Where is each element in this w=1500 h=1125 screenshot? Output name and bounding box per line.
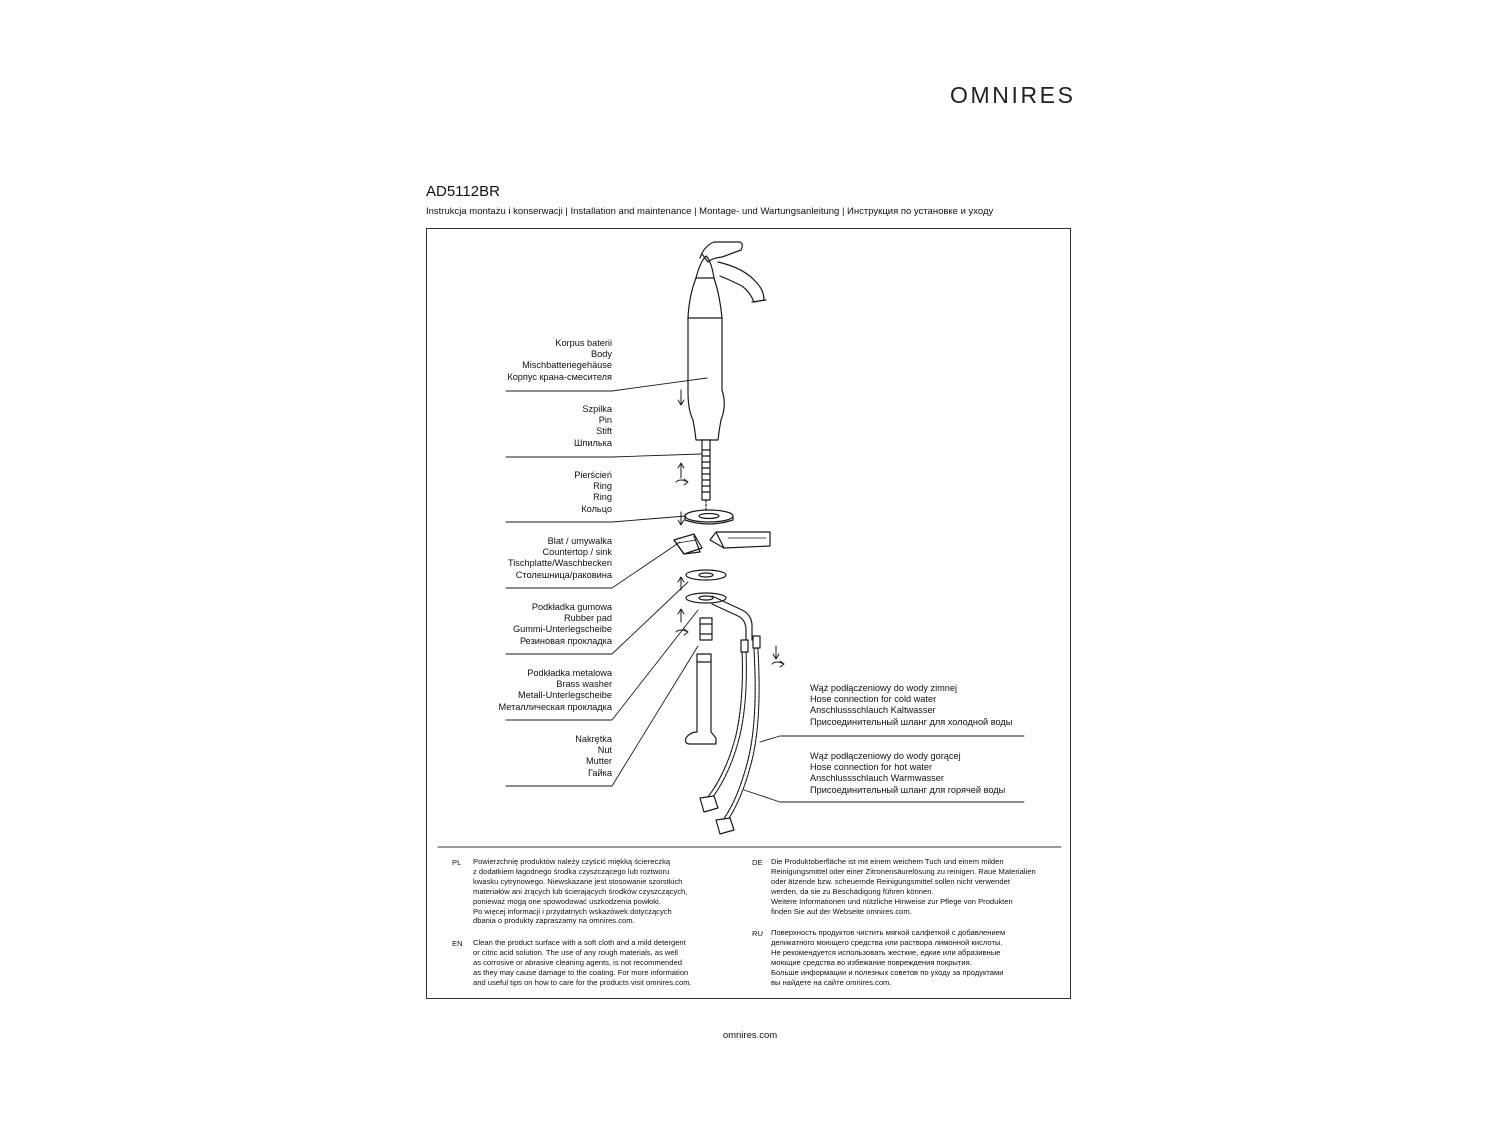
note-pl: Powierzchnię produktów należy czyścić miękką ściereczką z dodatkiem łagodnego środka czyszczącego lub roztworu kwasku cytrynowego. Niewskazane jest stosowanie szorstkich materiałów ani żrących lub ścierających środków czyszczących, ponieważ mogą one spowodować uszkodzenia powłoki. Po więcej informacji i przydatnych wskazówek dotyczących dbania o produkty zapraszamy na omnires.com. [473, 857, 688, 926]
direction-arrows [676, 390, 784, 667]
nut-drawing [700, 618, 712, 640]
note-de: Die Produktoberfläche ist mit einem weichem Tuch und einem milden Reinigungsmittel oder einer Zitronensäurelösung zu reinigen. Raue Materialien oder ätzende bzw. scheuernde Reinigungsmittel sollen nicht verwendet werden, da sie zu Beschädigung führen können. Weitere Informationen und nützliche Hinweise zur Pflege von Produkten finden Sie auf der Webseite omnires.com. [771, 857, 1036, 916]
lang-code-ru: RU [752, 929, 763, 938]
label-rubber-pad: Podkładka gumowa Rubber pad Gummi-Unterlegscheibe Резиновая прокладка [512, 602, 612, 646]
lang-code-en: EN [452, 939, 463, 948]
label-ring: Pierścień Ring Ring Кольцо [574, 470, 612, 514]
label-nut: Nakrętka Nut Mutter Гайка [575, 734, 612, 778]
lang-code-de: DE [752, 858, 763, 867]
label-pin: Szpilka Pin Stift Шпилька [573, 404, 612, 448]
label-hot-hose: Wąż podłączeniowy do wody gorącej Hose connection for hot water Anschlussschlauch Warmwasser Присоединительный шланг для горячей воды [810, 751, 1006, 795]
faucet-body-drawing [688, 242, 766, 440]
countertop-drawing [674, 532, 770, 554]
mounting-rod-drawing [686, 654, 717, 744]
document-subtitle: Instrukcja montażu i konserwacji | Installation and maintenance | Montage- und Wartungsanleitung | Инструкция по установке и уходу [426, 206, 994, 217]
label-brass-washer: Podkładka metalowa Brass washer Metall-Unterlegscheibe Металлическая прокладка [498, 668, 612, 712]
label-countertop: Blat / umywalka Countertop / sink Tischplatte/Waschbecken Столешница/раковина [508, 536, 612, 580]
model-number: AD5112BR [426, 183, 500, 200]
ring-drawing [685, 510, 733, 524]
lang-code-pl: PL [452, 858, 462, 867]
label-cold-hose: Wąż podłączeniowy do wody zimnej Hose connection for cold water Anschlussschlauch Kaltwasser Присоединительный шланг для холодной воды [810, 683, 1013, 727]
brand-logo: OMNIRES [950, 82, 1076, 108]
rubber-pad-drawing [686, 570, 726, 580]
pin-drawing [702, 440, 710, 512]
note-ru: Поверхность продуктов чистить мягкой салфеткой с добавлением деликатного моющего средства или раствора лимонной кислоты. Не рекомендуется использовать жесткие, едкие или абразивные моющие средства во избежание повреждения покрытия. Больше информации и полезных советов по уходу за продуктами вы найдете на сайте omnires.com. [771, 928, 1006, 987]
footer-website: omnires.com [722, 1030, 778, 1041]
label-body: Korpus baterii Body Mischbatteriegehäuse Корпус крана-смесителя [507, 338, 612, 382]
note-en: Clean the product surface with a soft cloth and a mild detergent or citric acid solution. The use of any rough materials, as well as corrosive or abrasive cleaning agents, is not recommended as they may cause damage to the coating. For more information and useful tips on how to care for the products visit omnires.com. [473, 938, 692, 987]
brass-washer-drawing [686, 593, 726, 603]
